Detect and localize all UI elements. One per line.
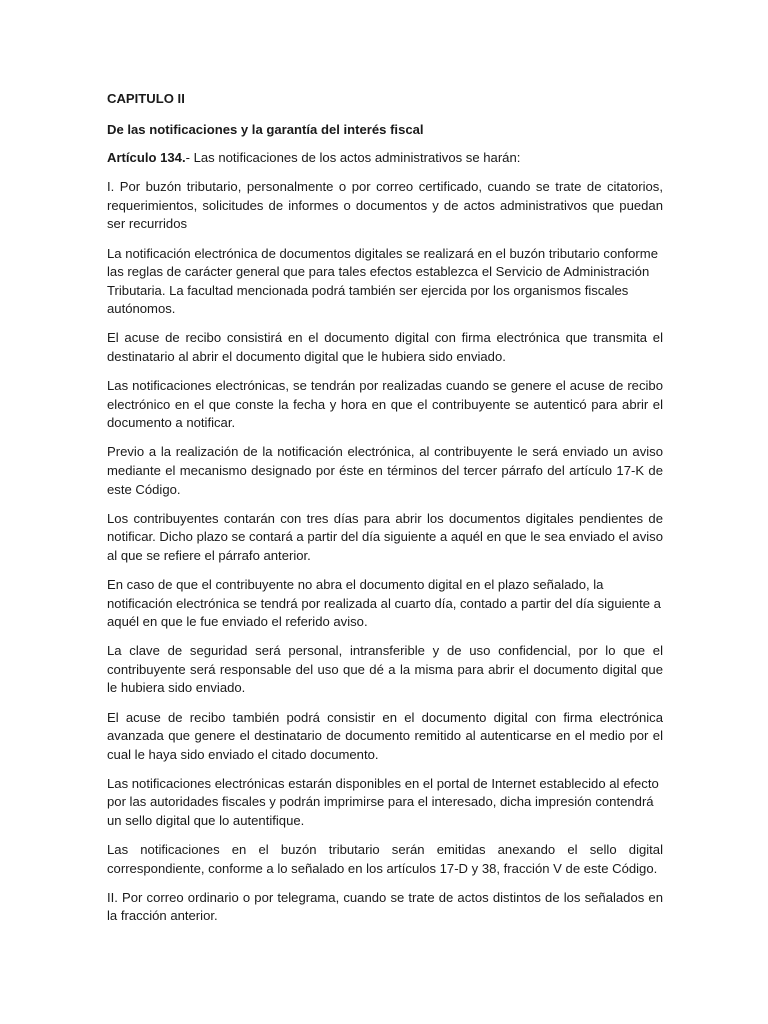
paragraph: Las notificaciones en el buzón tributario serán emitidas anexando el sello digital correspondiente, conforme a lo señalado en los artículos 17-D y 38, fracción V de este Código. [107, 842, 663, 876]
paragraph: En caso de que el contribuyente no abra el documento digital en el plazo señalado, la notificación electrónica se tendrá por realizada al cuarto día, contado a partir del día siguiente a aquél en que le fue enviado el referido aviso. [107, 576, 661, 630]
paragraph: La notificación electrónica de documentos digitales se realizará en el buzón tributario conforme las reglas de carácter general que para tales efectos establezca el Servicio de Administración Tributaria. La facultad mencionada podrá también ser ejercida por los organismos fiscales autónomos. [107, 245, 658, 317]
chapter-heading: CAPITULO II [107, 91, 185, 106]
paragraph: Previo a la realización de la notificación electrónica, al contribuyente le será enviado un aviso mediante el mecanismo designado por éste en términos del tercer párrafo del artículo 17-K de este Código. [107, 444, 663, 497]
paragraph-fraction-i: I. Por buzón tributario, personalmente o por correo certificado, cuando se trate de citatorios, requerimientos, solicitudes de informes o documentos y de actos administrativos que puedan ser recurridos [107, 179, 663, 232]
document-page [107, 90, 663, 936]
paragraph: Las notificaciones electrónicas estarán disponibles en el portal de Internet establecido al efecto por las autoridades fiscales y podrán imprimirse para el interesado, dicha impresión contendrá un sello digital que lo autentifique. [107, 775, 659, 828]
paragraph-fraction-ii: II. Por correo ordinario o por telegrama, cuando se trate de actos distintos de los señalados en la fracción anterior. [107, 889, 663, 924]
article-label: Artículo 134. [107, 150, 186, 166]
paragraph: Los contribuyentes contarán con tres días para abrir los documentos digitales pendientes de notificar. Dicho plazo se contará a partir del día siguiente a aquél en que le sea enviado el aviso al que se refiere el párrafo anterior. [107, 510, 663, 563]
section-title: De las notificaciones y la garantía del interés fiscal [107, 121, 424, 137]
article-intro: - Las notificaciones de los actos administrativos se harán: [185, 150, 521, 166]
paragraph: El acuse de recibo consistirá en el documento digital con firma electrónica que transmita el destinatario al abrir el documento digital que le hubiera sido enviado. [107, 330, 663, 365]
article-intro-paragraph [107, 149, 663, 168]
paragraph: El acuse de recibo también podrá consistir en el documento digital con firma electrónica avanzada que genere el destinatario de documento remitido al autenticarse en el medio por el cual le haya sido enviado el citado documento. [107, 709, 663, 762]
paragraph: La clave de seguridad será personal, intransferible y de uso confidencial, por lo que el contribuyente será responsable del uso que dé a la misma para abrir el documento digital que le hubiera sido enviado. [107, 643, 663, 696]
paragraph: Las notificaciones electrónicas, se tendrán por realizadas cuando se genere el acuse de recibo electrónico en el que conste la fecha y hora en que el contribuyente se autenticó para abrir el documento a notificar. [107, 378, 663, 431]
